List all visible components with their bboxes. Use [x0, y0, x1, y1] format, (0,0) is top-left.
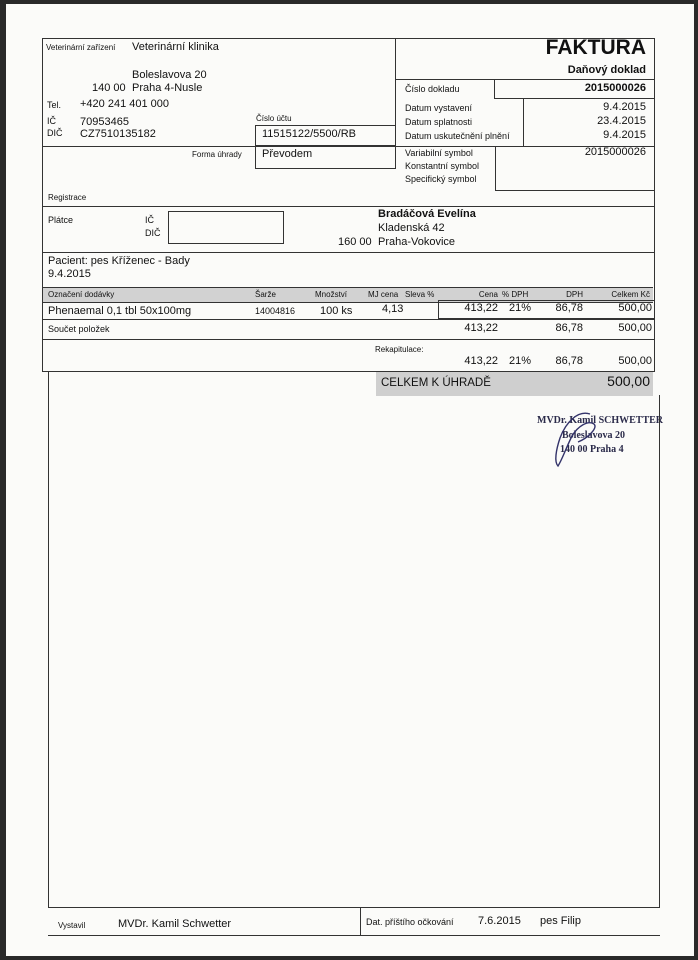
invoice-title: FAKTURA	[545, 36, 646, 59]
ks-label: Konstantní symbol	[405, 161, 480, 171]
sum-price: 413,22	[464, 322, 498, 334]
account-label: Číslo účtu	[256, 114, 292, 123]
doc-no-value: 2015000026	[584, 82, 646, 94]
registration-label: Registrace	[48, 193, 87, 202]
recap-total: 500,00	[618, 355, 652, 367]
payer-label: Plátce	[48, 215, 74, 225]
facility-name: Veterinární klinika	[132, 41, 219, 53]
payment-label: Forma úhrady	[192, 150, 242, 159]
col-discount: Sleva %	[405, 290, 435, 299]
row-batch: 14004816	[255, 306, 296, 316]
row-vat: 86,78	[555, 302, 583, 314]
recap-vat: 86,78	[555, 355, 583, 367]
stamp-line-1: MVDr. Kamil SCHWETTER	[537, 415, 664, 426]
grand-total-value: 500,00	[607, 373, 650, 389]
facility-city: Praha 4-Nusle	[132, 82, 203, 94]
next-visit-patient: pes Filip	[540, 915, 581, 927]
row-price-box	[438, 300, 655, 319]
payer-id-box	[168, 211, 284, 244]
tel-value: +420 241 401 000	[80, 98, 170, 110]
issued-by-label: Vystavil	[58, 921, 86, 930]
col-vat: DPH	[566, 290, 583, 299]
dic-label: DIČ	[47, 128, 63, 138]
payment-value: Převodem	[262, 148, 313, 160]
col-batch: Šarže	[255, 290, 276, 299]
row-qty: 100 ks	[320, 305, 353, 317]
taxable-value: 9.4.2015	[603, 129, 646, 141]
stamp-line-3: 140 00 Praha 4	[560, 444, 624, 455]
account-value: 11515122/5500/RB	[262, 128, 356, 140]
ic-label: IČ	[47, 116, 56, 126]
vs-value: 2015000026	[584, 146, 646, 158]
ss-label: Specifický symbol	[405, 174, 477, 184]
next-visit-label: Dat. příštího očkování	[366, 917, 454, 927]
payer-ic-label: IČ	[145, 215, 154, 225]
due-label: Datum splatnosti	[405, 117, 473, 127]
grand-total-label: CELKEM K ÚHRADĚ	[381, 377, 491, 389]
issued-by-value: MVDr. Kamil Schwetter	[118, 918, 232, 930]
vs-label: Variabilní symbol	[405, 148, 473, 158]
col-unit-price: MJ cena	[368, 290, 399, 299]
issue-value: 9.4.2015	[603, 101, 646, 113]
payer-city: Praha-Vokovice	[378, 236, 456, 248]
doc-no-label: Číslo dokladu	[405, 84, 460, 94]
dic-value: CZ7510135182	[80, 128, 156, 140]
row-item: Phenaemal 0,1 tbl 50x100mg	[48, 305, 192, 317]
row-vat-pct: 21%	[509, 302, 532, 314]
col-qty: Množství	[315, 290, 348, 299]
row-price: 413,22	[464, 302, 498, 314]
payer-zip: 160 00	[338, 236, 372, 248]
facility-zip: 140 00	[92, 82, 126, 94]
due-value: 23.4.2015	[597, 115, 646, 127]
col-price: Cena	[478, 290, 498, 299]
tel-label: Tel.	[47, 100, 62, 110]
row-unit-price: 4,13	[382, 303, 404, 315]
row-total: 500,00	[618, 302, 652, 314]
stamp-line-2: Boleslavova 20	[562, 430, 626, 441]
facility-street: Boleslavova 20	[132, 69, 207, 81]
ic-value: 70953465	[80, 116, 129, 128]
patient-line: Pacient: pes Kříženec - Bady	[48, 255, 190, 267]
sum-label: Součet položek	[48, 324, 110, 334]
signature-mark	[548, 408, 608, 470]
recap-label: Rekapitulace:	[375, 345, 424, 354]
sum-total: 500,00	[618, 322, 652, 334]
invoice-subtitle: Daňový doklad	[567, 64, 646, 76]
payer-street: Kladenská 42	[378, 222, 445, 234]
col-total: Celkem Kč	[611, 290, 650, 299]
patient-date: 9.4.2015	[48, 268, 91, 280]
payer-dic-label: DIČ	[145, 228, 161, 238]
facility-label: Veterinární zařízení	[46, 43, 116, 52]
recap-pct: 21%	[509, 355, 532, 367]
sum-vat: 86,78	[555, 322, 583, 334]
taxable-label: Datum uskutečnění plnění	[405, 131, 510, 141]
issue-label: Datum vystavení	[405, 103, 473, 113]
col-vat-pct: % DPH	[502, 290, 529, 299]
next-visit-date: 7.6.2015	[478, 915, 521, 927]
col-item: Označení dodávky	[48, 290, 115, 299]
recap-price: 413,22	[464, 355, 498, 367]
payer-name: Bradáčová Evelína	[378, 208, 476, 220]
